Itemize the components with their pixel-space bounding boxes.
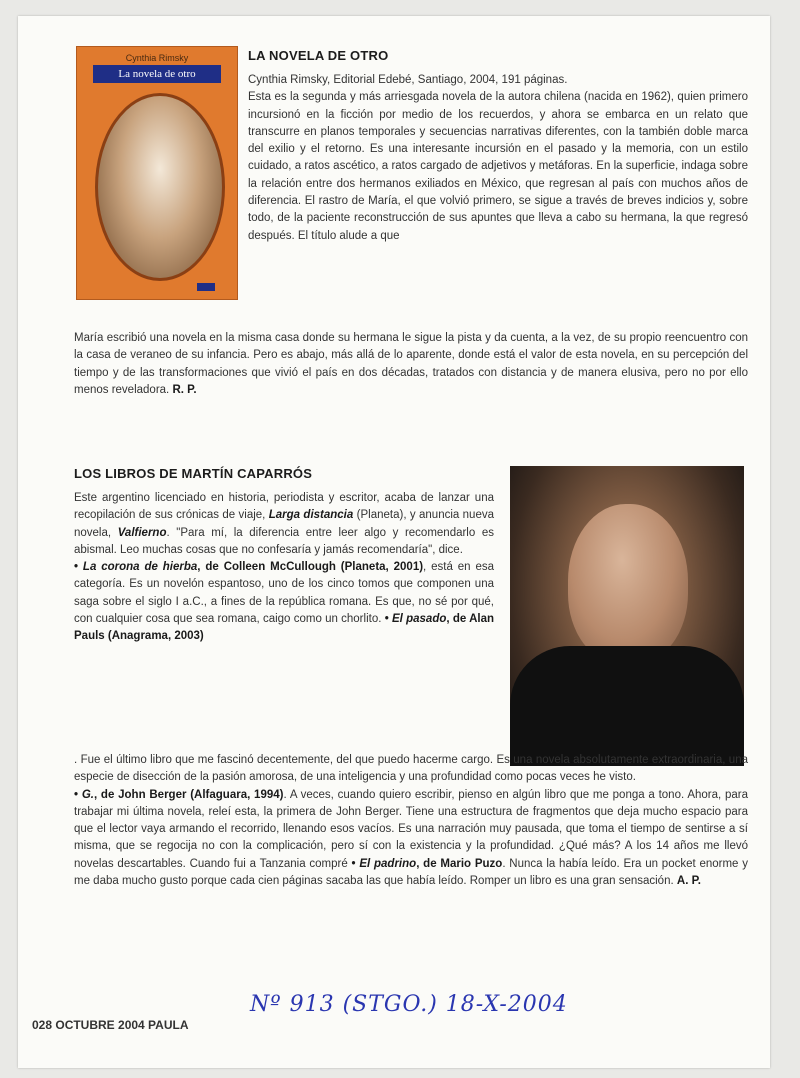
book-cover-image [76,46,238,300]
item2-text: . Fue el último libro que me fascinó decentemente, del que puedo hacerme cargo. Es una novela absolutamente extraordinaria, una especie de disección de la pasión amorosa, de una inteligencia y una profundidad como pocas veces he visto. [74,754,748,784]
item3-meta: , de John Berger (Alfaguara, 1994) [93,788,284,801]
portrait-body [510,646,744,766]
item1-title: La corona de hierba [82,561,198,574]
profile-body-full: . Fue el último libro que me fascinó decentemente, del que puedo hacerme cargo. Es una novela absolutamente extraordinaria, una especie de disección de la pasión amorosa, de una inteligencia y una profundidad como pocas veces he visto. • G., de John Berger (Alfaguara, 1994). A veces, cuando quiero escribir, pienso en algún libro que me ponga a tono. Ahora, para trabajar mi última novela, releí esta, la primera de John Berger. Tiene una estructura de fragmentos que deja mucho espacio para que el lector vaya armando el recorrido, llenando esos vacíos. Es una narración muy pausada, que toma el tiempo de sentirse a sí misma, que se regocija no con la complicación, pero sí con la existencia y la profundidad. ¿Qué más? A los 14 años me llevó novelas descartables. Cuando fui a Tanzania compré • El padrino, de Mario Puzo. Nunca la había leído. Era un pocket enorme y me daba mucho gusto porque cada cien páginas sacaba las que había leído. Romper un libro es una gran sensación. A. P. [74,754,748,888]
page-footer: 028 OCTUBRE 2004 PAULA [32,1018,189,1032]
magazine-page [18,16,770,1068]
review-body-top [248,72,748,245]
item4-title: El padrino [359,857,417,870]
profile-novel-title: Valfierno [117,526,167,539]
item4-text: . Nunca la había leído. Era un pocket enorme y me daba mucho gusto porque cada cien páginas sacaba las que había leído. Romper un libro es una gran sensación. [74,857,748,888]
review-body-bottom [74,330,748,399]
review-citation: Cynthia Rimsky, Editorial Edebé, Santiago, 2004, 191 páginas. [248,74,568,86]
item1-meta: , de Colleen McCullough (Planeta, 2001) [197,561,424,574]
item2-title: El pasado [391,613,447,626]
profile-intro: Este argentino licenciado en historia, periodista y escritor, acaba de lanzar una recopilación de sus crónicas de viaje, [74,492,494,522]
review-text-top: Esta es la segunda y más arriesgada novela de la autora chilena (nacida en 1962), quien primero incursionó en la ficción por medio de los recuerdos, y ahora se embarca en un relato que transcurre en planos temporales y secuencias narrativas diferentes, con la también doble marca del exilio y el retorno. Es una interesante incursión en el pasado y la memoria, con un estilo cuidado, a ratos ascético, a ratos cargado de adjetivos y metáforas. En la superficie, indaga sobre la relación entre dos hermanos exiliados en México, que regresan al país con muchos años de diferencia. El rastro de María, el que volvió primero, se sigue a través de breves indicios y, sobre todo, de la paciente reconstrucción de sus apuntes que lleva a cabo su hermana, la que regresó después. El título alude a que [248,91,748,242]
cover-title: La novela de otro [93,65,221,83]
author-portrait [510,466,744,766]
item3-title: G. [81,788,94,801]
review-text-bottom: María escribió una novela en la misma casa donde su hermana le sigue la pista y da cuenta, a la vez, de su propio reencuentro con la casa de veraneo de su infancia. Pero es abajo, más allá de lo aparente, donde está el valor de esta novela, en su percepción del tiempo y de las transformaciones que vivió el país en dos décadas, tratados con distancia y de manera elusiva, pero no por ello menos reveladora. [74,332,748,396]
item4-meta: , de Mario Puzo [416,857,503,870]
cover-author: Cynthia Rimsky [125,53,189,63]
handwritten-annotation: Nº 913 (STGO.) 18-X-2004 [250,992,568,1017]
review-initials: R. P. [172,383,197,396]
portrait-face [568,504,688,664]
cover-illustration [95,93,225,281]
profile-book-title: Larga distancia [268,509,354,522]
publisher-logo-icon [197,283,215,291]
item3-text: . A veces, cuando quiero escribir, pienso en algún libro que me ponga a tono. Ahora, para trabajar mi última novela, releí esta, la primera de John Berger. Tiene una estructura de fragmentos que deja mucho espacio para que el lector vaya armando el recorrido, llenando esos vacíos. Es una narración muy pausada, que toma el tiempo de sentirse a sí misma, que se regocija no con la complicación, pero sí con la existencia y la profundidad. ¿Qué más? A los 14 años me llevó novelas descartables. Cuando fui a Tanzania compré [74,788,748,870]
item1-text: , está en esa categoría. Es un novelón espantoso, uno de los cinco tomos que componen una saga sobre el siglo I a.C., a fines de la república romana. Es que, no sé por qué, con cualquier cosa que sea romana, caigo como un chorlito. [74,561,494,626]
profile-initials: A. P. [676,875,701,888]
review-heading: LA NOVELA DE OTRO [248,48,389,63]
profile-intro-2: (Planeta), y anuncia nueva novela, [74,509,494,539]
item2-meta: , de Alan Pauls (Anagrama, 2003) [74,613,494,643]
profile-intro-3: . "Para mí, la diferencia entre leer algo y recomendarlo es abismal. Leo muchas cosas que no confesaría y jamás recomendaría", dice. [74,526,494,556]
profile-body-column: Este argentino licenciado en historia, periodista y escritor, acaba de lanzar una recopilación de sus crónicas de viaje, Larga distancia (Planeta), y anuncia nueva novela, Valfierno. "Para mí, la diferencia entre leer algo y recomendarlo es abismal. Leo muchas cosas que no confesaría y jamás recomendaría", dice. • La corona de hierba, de Colleen McCullough (Planeta, 2001), está en esa categoría. Es un novelón espantoso, uno de los cinco tomos que componen una saga sobre el siglo I a.C., a fines de la república romana. Es que, no sé por qué, con cualquier cosa que sea romana, caigo como un chorlito. • El pasado, de Alan Pauls (Anagrama, 2003) [74,492,494,643]
profile-heading: LOS LIBROS DE MARTÍN CAPARRÓS [74,466,313,481]
